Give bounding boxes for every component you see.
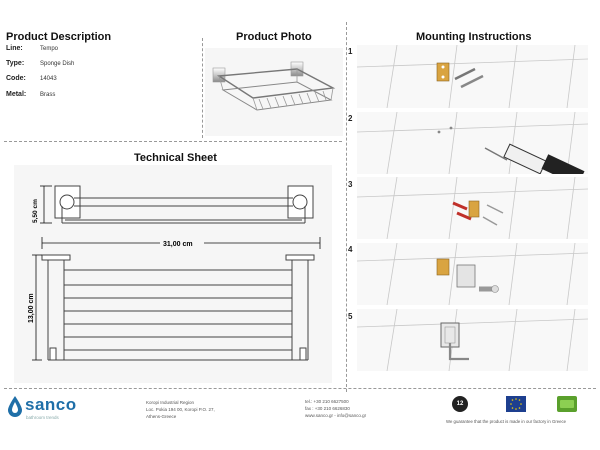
step-number-2: 2 — [348, 114, 353, 123]
contact-web[interactable]: www.sanco.gr - info@sanco.gr — [305, 413, 367, 418]
type-value: Sponge Dish — [40, 61, 75, 67]
mounting-step-1-image — [357, 45, 588, 108]
product-description-title: Product Description — [6, 31, 112, 43]
line-value: Tempo — [40, 46, 59, 52]
product-photo-title: Product Photo — [236, 31, 312, 43]
warranty-badge-icon — [452, 396, 468, 412]
line-label: Line: — [6, 45, 23, 52]
sanco-logo — [8, 396, 98, 426]
contact-tel: tel.: +30 210 6627500 — [305, 399, 349, 404]
dim-height-side: 13,00 cm — [28, 293, 35, 323]
mounting-step-5-image — [357, 309, 588, 371]
mounting-step-3-image — [357, 177, 588, 239]
step-number-1: 1 — [348, 47, 353, 56]
mounting-title: Mounting Instructions — [416, 31, 532, 43]
technical-drawing — [0, 165, 345, 387]
water-drop-icon — [8, 396, 22, 418]
address-line-3: Athens-Greece — [146, 414, 177, 419]
guarantee-text: We guarantee that the product is made in our factory in Greece — [446, 419, 567, 424]
warranty-years: 12 — [456, 401, 464, 407]
contact-fax: fax : +30 210 6626830 — [305, 406, 350, 411]
step-number-5: 5 — [348, 312, 353, 321]
product-photo-image — [205, 48, 343, 136]
divider-left — [202, 38, 203, 138]
step-number-3: 3 — [348, 180, 353, 189]
mounting-step-2-image — [357, 112, 588, 174]
address-line-1: Koropi Industrial Region — [146, 400, 195, 405]
eu-flag-icon — [506, 396, 526, 412]
brand-tagline: bathroom trends — [26, 415, 59, 420]
divider-center — [346, 22, 347, 392]
footer-contact — [305, 398, 366, 419]
divider-footer — [4, 388, 596, 389]
address-line-2: Loc. Pokia 194 00, Koropi P.O. 27, — [146, 407, 215, 412]
footer-address — [146, 399, 215, 420]
dim-height-top: 5,50 cm — [32, 199, 39, 223]
brand-name: sanco — [25, 395, 77, 414]
type-label: Type: — [6, 60, 25, 67]
eco-badge-icon — [557, 396, 577, 412]
metal-label: Metal: — [6, 91, 27, 98]
code-label: Code: — [6, 75, 26, 82]
code-value: 14043 — [40, 76, 57, 82]
step-number-4: 4 — [348, 245, 353, 254]
dim-width: 31,00 cm — [163, 241, 193, 248]
metal-value: Brass — [40, 92, 56, 98]
technical-sheet-title: Technical Sheet — [134, 152, 217, 164]
divider-middle — [4, 141, 342, 142]
mounting-step-4-image — [357, 243, 588, 305]
